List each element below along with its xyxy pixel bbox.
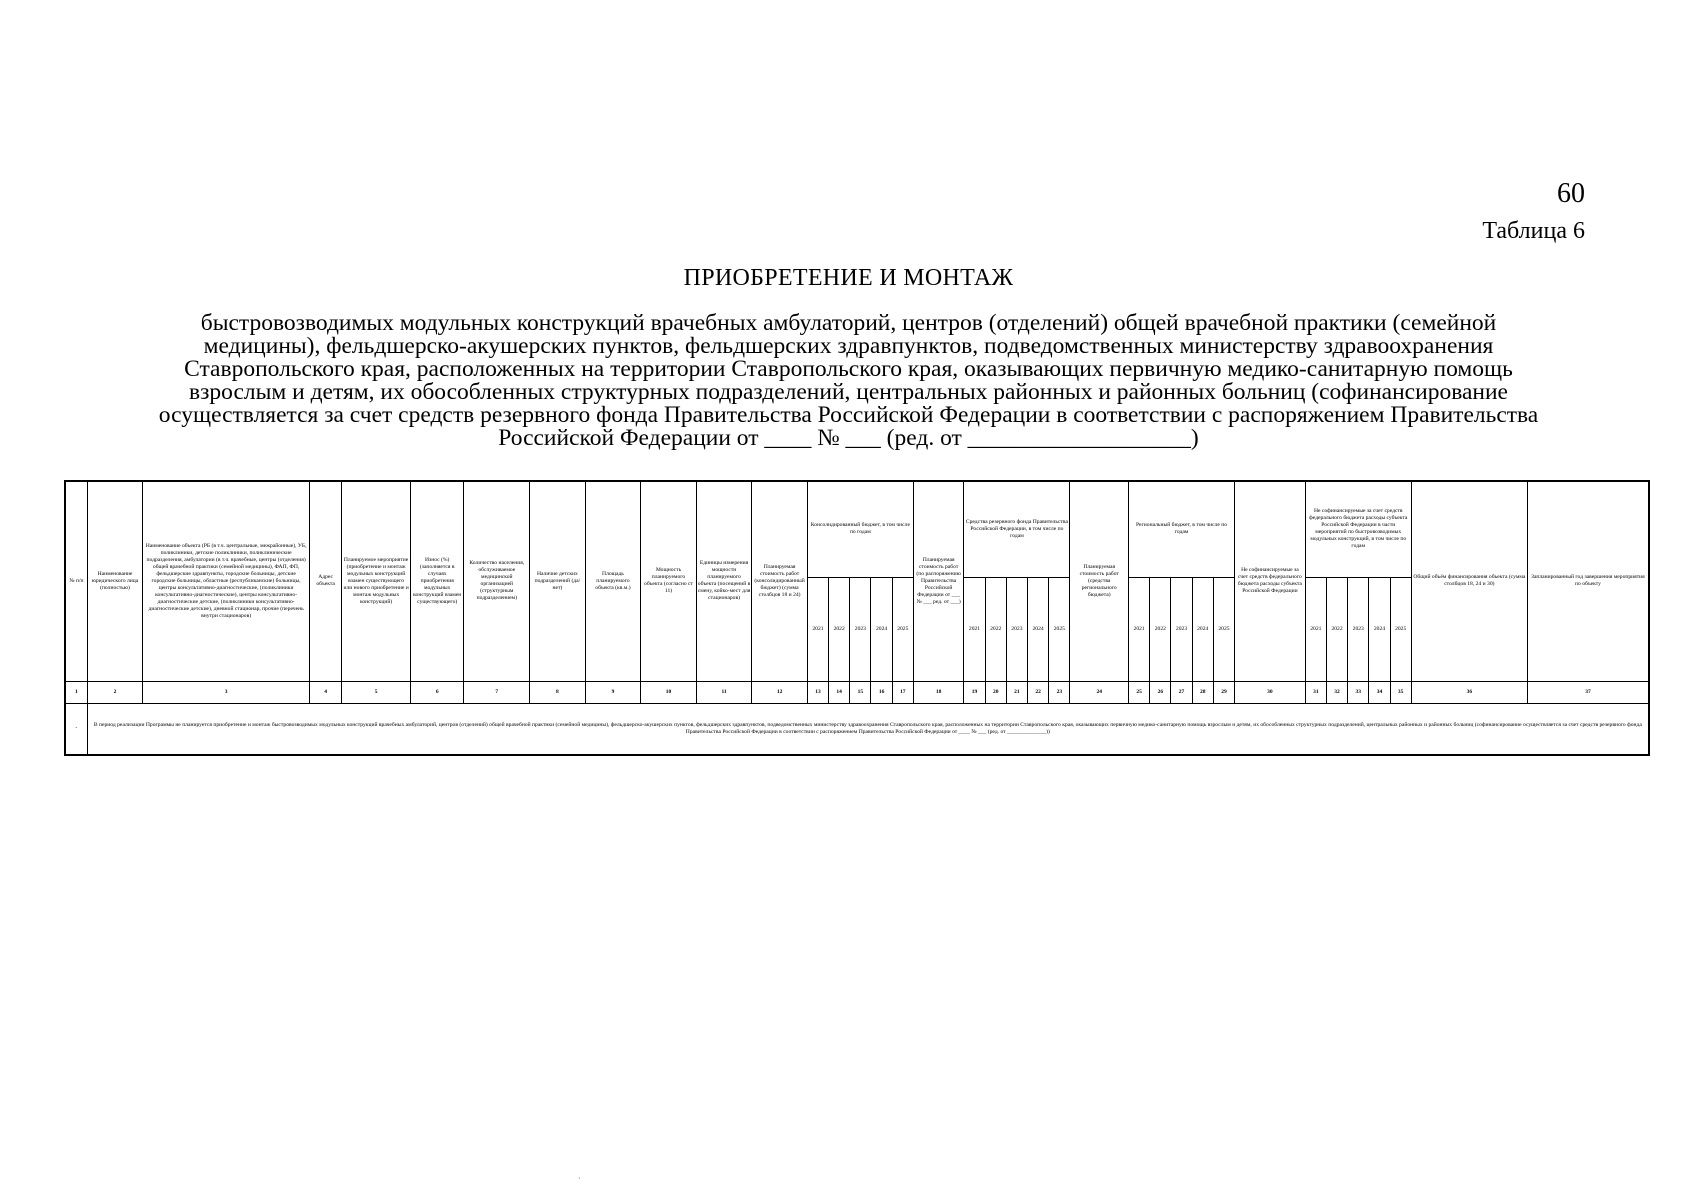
year-header: 2022 xyxy=(1326,577,1347,681)
header-total-funding: Общий объём финансирования объекта (сумма столбцов 18, 24 и 30) xyxy=(1411,481,1527,681)
header-area: Площадь планируемого объекта (кв.м.) xyxy=(585,481,641,681)
year-header: 2022 xyxy=(829,577,850,681)
subtitle-line: взрослым и детям, их обособленных структурных подразделений, центральных районных и районных больниц (софинансирование xyxy=(188,379,1508,405)
column-number-cell: 6 xyxy=(410,681,464,703)
year-header: 2021 xyxy=(1129,577,1150,681)
column-number-cell: 28 xyxy=(1192,681,1213,703)
column-number-cell: 21 xyxy=(1006,681,1027,703)
column-number-cell: 35 xyxy=(1390,681,1411,703)
subtitle-line: Ставропольского края, расположенных на территории Ставропольского края, оказывающих первичную медико-санитарную помощь xyxy=(184,356,1513,382)
column-number-cell: 18 xyxy=(913,681,964,703)
column-number-cell: 24 xyxy=(1070,681,1129,703)
header-regional-cost: Планируемая стоимость работ (средства регионального бюджета) xyxy=(1070,481,1129,681)
column-number-cell: 29 xyxy=(1213,681,1234,703)
column-number-cell: 8 xyxy=(530,681,586,703)
column-number-cell: 4 xyxy=(309,681,341,703)
column-number-cell: 33 xyxy=(1348,681,1369,703)
column-number-cell: 2 xyxy=(87,681,143,703)
header-planned-cost: Планируемая стоимость работ (консолидированный бюджет) (сумма столбцов 18 и 24) xyxy=(752,481,808,681)
header-non-cofunded-by-year: Не софинансируемые за счет средств федерального бюджета расходы субъекта Российской Федерации в части мероприятий по быстровозводимых модульных конструкций, в том числе по годам xyxy=(1305,481,1411,577)
header-wear: Износ (%) (заполняется в случаях приобретения модульных конструкций взамен существующего) xyxy=(410,481,464,681)
column-number-cell: 10 xyxy=(641,681,697,703)
column-number-cell: 5 xyxy=(342,681,411,703)
header-reserve-fund: Средства резервного фонда Правительства Российской Федерации, в том числе по годам xyxy=(964,481,1070,577)
column-number-cell: 13 xyxy=(807,681,828,703)
year-header: 2023 xyxy=(1006,577,1027,681)
header-regional-budget: Региональный бюджет, в том числе по годам xyxy=(1129,481,1235,577)
column-number-cell: 12 xyxy=(752,681,808,703)
header-cost-by-decree: Планируемая стоимость работ (по распоряжению Правительства Российской Федерации от ___ № ___ ред. от ___) xyxy=(913,481,964,681)
column-number-cell: 1 xyxy=(65,681,87,703)
year-header: 2023 xyxy=(1348,577,1369,681)
year-header: 2025 xyxy=(1049,577,1070,681)
year-header: 2023 xyxy=(850,577,871,681)
column-number-cell: 23 xyxy=(1049,681,1070,703)
document-subtitle xyxy=(80,312,1617,450)
header-planned-measure: Планируемое мероприятие (приобретение и монтаж модульных конструкций взамен существующего или нового приобретение и монтаж модульных конструкций) xyxy=(342,481,411,681)
financing-table xyxy=(64,480,1650,756)
header-non-cofunded: Не софинансируемые за счет средств федерального бюджета расходы субъекта Российской Федерации xyxy=(1235,481,1306,681)
column-number-cell: 22 xyxy=(1028,681,1049,703)
year-header: 2021 xyxy=(964,577,985,681)
subtitle-line: быстровозводимых модульных конструкций врачебных амбулаторий, центров (отделений) общей врачебной практики (семейной xyxy=(200,310,1497,336)
page-number: 60 xyxy=(1557,178,1585,209)
column-number-cell: 11 xyxy=(696,681,752,703)
scan-artifact: · xyxy=(578,1174,581,1183)
subtitle-line: Российской Федерации от ____ № ___ (ред. от ___________________) xyxy=(498,425,1199,451)
column-number-cell: 19 xyxy=(964,681,985,703)
column-number-cell: 32 xyxy=(1326,681,1347,703)
column-number-cell: 9 xyxy=(585,681,641,703)
year-header: 2025 xyxy=(892,577,913,681)
year-header: 2024 xyxy=(1369,577,1390,681)
column-number-cell: 34 xyxy=(1369,681,1390,703)
column-number-cell: 3 xyxy=(143,681,310,703)
header-object-name: Наименование объекта (РБ (в т.ч. центральные, межрайонные), УБ, поликлиники, детские поликлиники, поликлинические подразделения, амбулатории (в т.ч. врачебные, центры (отделения) общей врачебной практики (семейной медицины), ФАП, ФП, фельдшерские здравпункты, городские больницы, детские городские больницы, областные (республиканские) больницы, центры консультативно-диагностические, (поликлиники консультативно-диагностические), центры консультативно-диагностические детские, (поликлиники консультативно-диагностические детские), дневной стационар, прочие (перечень внутри стационаров) xyxy=(143,481,310,681)
year-header: 2025 xyxy=(1213,577,1234,681)
year-header: 2024 xyxy=(1028,577,1049,681)
header-consolidated-budget: Консолидированный бюджет, в том числе по годам xyxy=(807,481,913,577)
column-number-cell: 27 xyxy=(1171,681,1192,703)
column-number-cell: 25 xyxy=(1129,681,1150,703)
year-header: 2022 xyxy=(985,577,1006,681)
header-capacity-units: Единицы измерения мощности планируемого объекта (посещений в смену, койко-мест для стационаров) xyxy=(696,481,752,681)
year-header: 2024 xyxy=(871,577,892,681)
year-header: 2022 xyxy=(1150,577,1171,681)
year-header: 2024 xyxy=(1192,577,1213,681)
column-number-cell: 16 xyxy=(871,681,892,703)
header-address: Адрес объекта xyxy=(309,481,341,681)
header-completion-year: Запланированный год завершения мероприятия по объекту xyxy=(1527,481,1649,681)
table-label: Таблица 6 xyxy=(1482,218,1585,244)
header-child-units: Наличие детских подразделений (да/нет) xyxy=(530,481,586,681)
header-legal-entity: Наименование юридического лица (полностью) xyxy=(87,481,143,681)
column-number-cell: 7 xyxy=(464,681,530,703)
column-number-cell: 15 xyxy=(850,681,871,703)
column-number-cell: 36 xyxy=(1411,681,1527,703)
header-capacity: Мощность планируемого объекта (согласно ст 11) xyxy=(641,481,697,681)
year-header: 2023 xyxy=(1171,577,1192,681)
note-text: В период реализации Программы не планируется приобретение и монтаж быстровозводимых модульных конструкций врачебных амбулаторий, центров (отделений) общей врачебной практики (семейной медицины), фельдшерско-акушерских пунктов, фельдшерских здравпунктов, подведомственных министерству здравоохранения Ставропольского края, расположенных на территории Ставропольского края, оказывающих первичную медико-санитарную помощь взрослым и детям, их обособленных структурных подразделений, центральных районных и районных больниц (софинансирование осуществляется за счет средств резервного фонда Правительства Российской Федерации в соответствии с распоряжением Правительства Российской Федерации от ____ № ___ (ред. от ______________)) xyxy=(87,703,1649,755)
column-number-cell: 31 xyxy=(1305,681,1326,703)
year-header: 2021 xyxy=(1305,577,1326,681)
subtitle-line: осуществляется за счет средств резервного фонда Правительства Российской Федерации в соответствии с распоряжением Правительства xyxy=(158,402,1539,428)
column-number-cell: 26 xyxy=(1150,681,1171,703)
column-number-cell: 17 xyxy=(892,681,913,703)
column-number-cell: 37 xyxy=(1527,681,1649,703)
document-title: ПРИОБРЕТЕНИЕ И МОНТАЖ xyxy=(683,265,1014,291)
column-number-cell: 14 xyxy=(829,681,850,703)
year-header: 2025 xyxy=(1390,577,1411,681)
subtitle-line: медицины), фельдшерско-акушерских пунктов, фельдшерских здравпунктов, подведомственных министерству здравоохранения xyxy=(203,333,1494,359)
year-header: 2021 xyxy=(807,577,828,681)
header-population: Количество населения, обслуживаемое медицинской организацией (структурным подразделением) xyxy=(464,481,530,681)
column-number-cell: 30 xyxy=(1235,681,1306,703)
note-index: - xyxy=(65,703,87,755)
column-number-cell: 20 xyxy=(985,681,1006,703)
column-number-row xyxy=(65,681,1649,703)
header-index: № п/п xyxy=(65,481,87,681)
